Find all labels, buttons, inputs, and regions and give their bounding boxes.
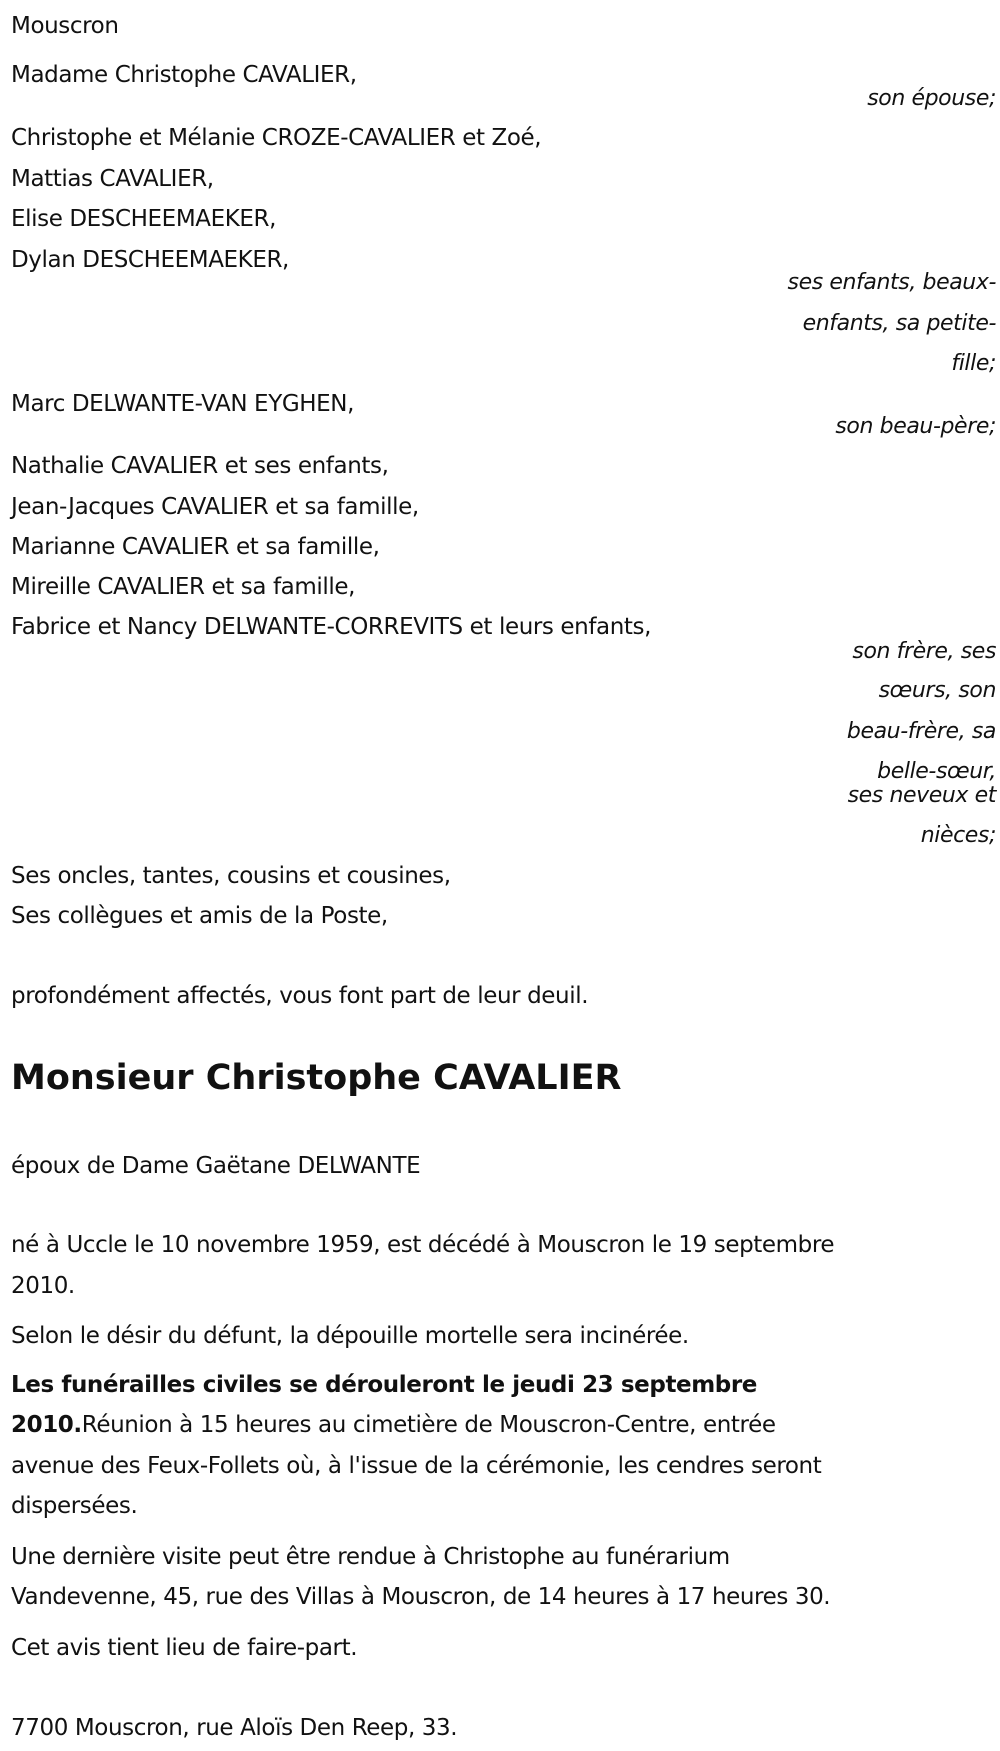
family-name: Mattias CAVALIER, [11,166,214,192]
family-name: Fabrice et Nancy DELWANTE-CORREVITS et leurs enfants, [11,614,652,640]
birth-death: né à Uccle le 10 novembre 1959, est décédé à Mouscron le 19 septembre [11,1232,835,1258]
family-name: Marc DELWANTE-VAN EYGHEN, [11,391,355,417]
relation: belle-sœur, [877,759,996,784]
relation: enfants, sa petite- [802,311,996,336]
funeral-text: Réunion à 15 heures au cimetière de Mouscron-Centre, entrée [81,1412,776,1438]
relation: fille; [951,351,996,376]
visit: Une dernière visite peut être rendue à Christophe au funérarium [11,1544,730,1570]
funeral-bold: 2010. [11,1412,82,1438]
family-name: Madame Christophe CAVALIER, [11,62,357,88]
relation: ses enfants, beaux- [787,270,996,295]
family-name: Ses oncles, tantes, cousins et cousines, [11,863,451,889]
relation: sœurs, son [878,678,996,703]
funeral-text: dispersées. [11,1493,138,1519]
funeral [11,1370,757,1400]
funeral [11,1410,776,1440]
city: Mouscron [11,13,119,39]
funeral-bold: Les funérailles civiles se dérouleront le jeudi 23 septembre [11,1372,758,1398]
family-name: Dylan DESCHEEMAEKER, [11,247,289,273]
birth-death: 2010. [11,1273,75,1299]
family-name: Elise DESCHEEMAEKER, [11,206,277,232]
relation: son beau-père; [835,414,996,439]
family-name: Jean-Jacques CAVALIER et sa famille, [11,494,419,520]
relation: beau-frère, sa [846,719,996,744]
address: 7700 Mouscron, rue Aloïs Den Reep, 33. [11,1715,458,1741]
family-name: Marianne CAVALIER et sa famille, [11,534,380,560]
family-name: Mireille CAVALIER et sa famille, [11,574,356,600]
relation: nièces; [920,823,996,848]
spouse: époux de Dame Gaëtane DELWANTE [11,1153,421,1179]
announcement: profondément affectés, vous font part de leur deuil. [11,983,589,1009]
relation: ses neveux et [847,783,996,808]
relation: son frère, ses [852,639,996,664]
funeral-text: avenue des Feux-Follets où, à l'issue de la cérémonie, les cendres seront [11,1453,822,1479]
deceased-name: Monsieur Christophe CAVALIER [11,1058,622,1098]
cremation: Selon le désir du défunt, la dépouille mortelle sera incinérée. [11,1323,689,1349]
family-name: Ses collègues et amis de la Poste, [11,903,388,929]
family-name: Nathalie CAVALIER et ses enfants, [11,453,389,479]
family-name: Christophe et Mélanie CROZE-CAVALIER et Zoé, [11,125,542,151]
notice: Cet avis tient lieu de faire-part. [11,1635,358,1661]
visit: Vandevenne, 45, rue des Villas à Mouscron, de 14 heures à 17 heures 30. [11,1584,831,1610]
relation: son épouse; [867,86,996,111]
